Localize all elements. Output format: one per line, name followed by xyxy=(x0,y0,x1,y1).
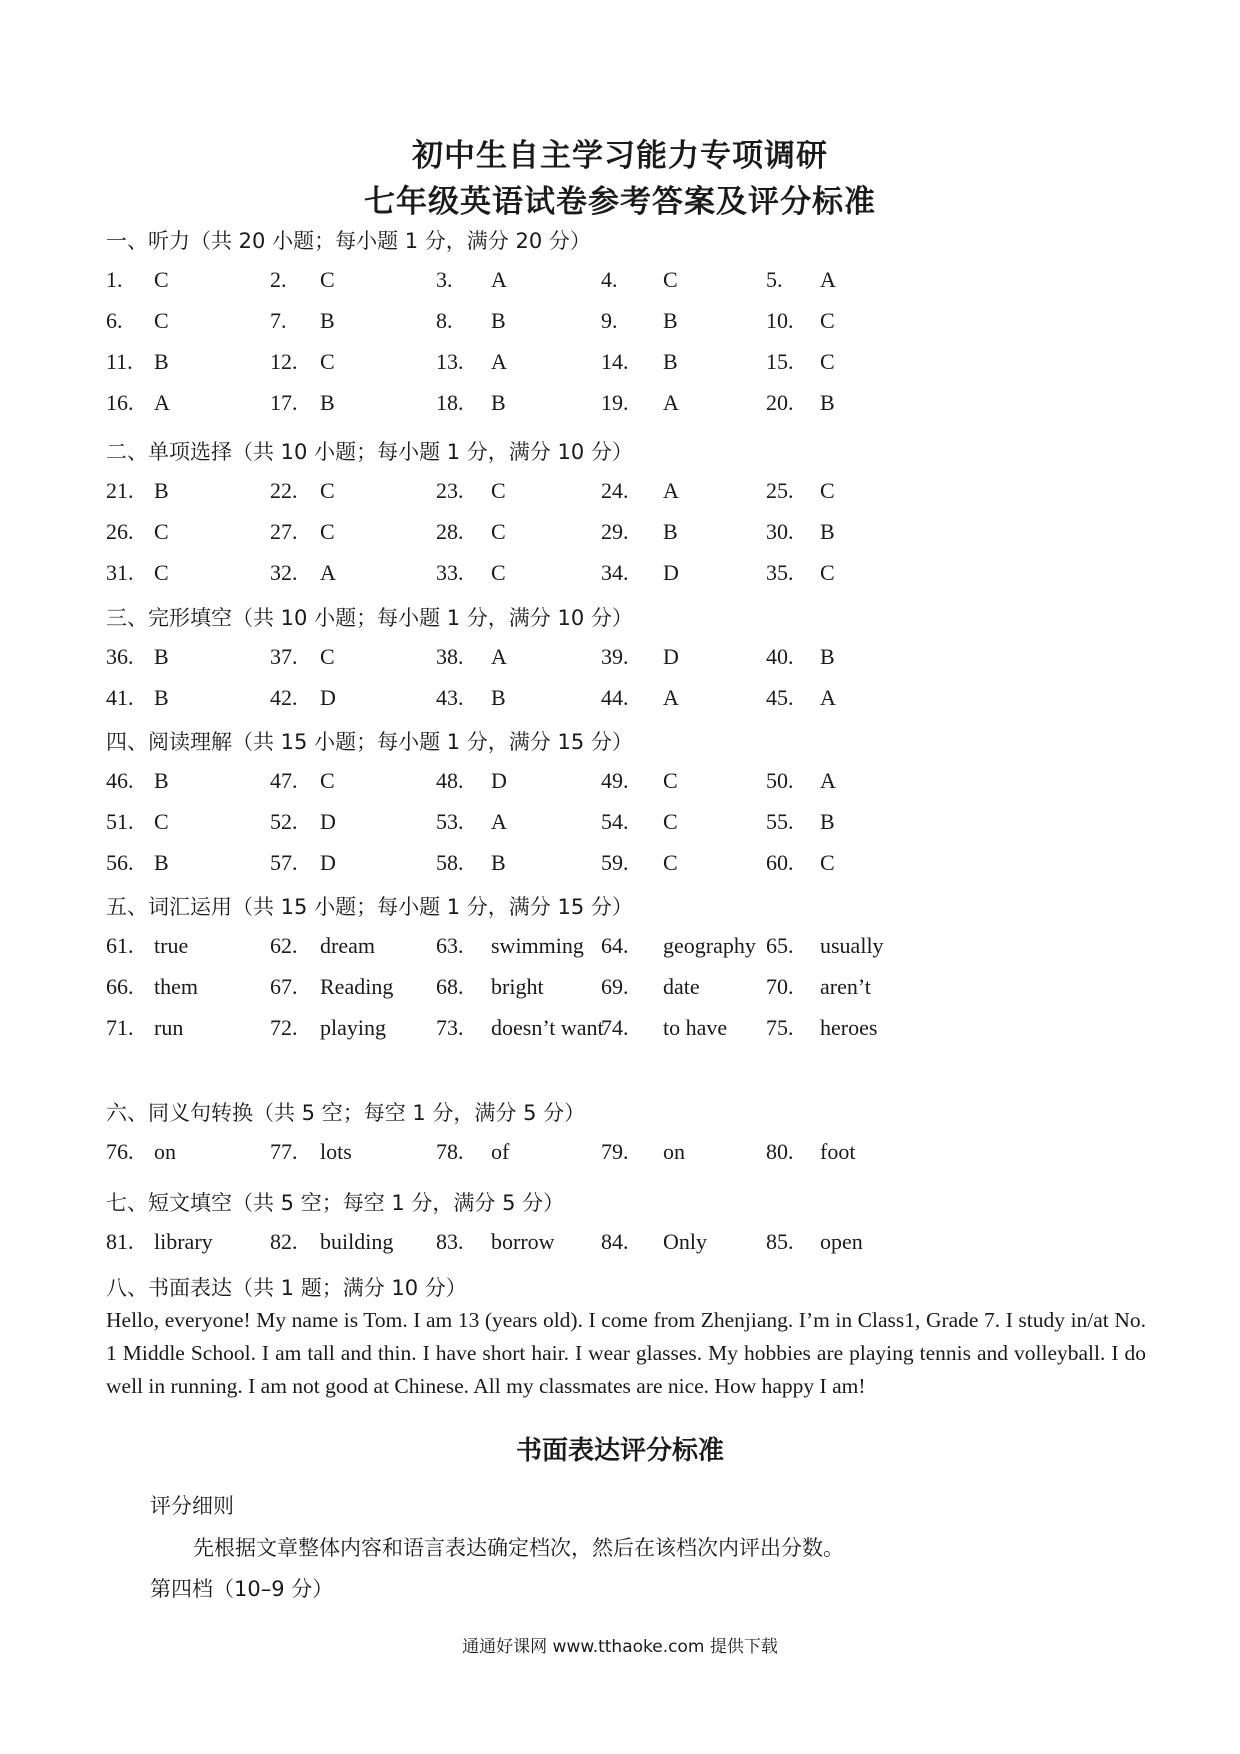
answer-value: D xyxy=(663,644,679,669)
answer-value: open xyxy=(820,1229,863,1254)
answer-value: B xyxy=(820,519,835,544)
question-number: 15. xyxy=(766,349,794,374)
answer-value: B xyxy=(154,768,169,793)
section-heading-writing: 八、书面表达（共 1 题；满分 10 分） xyxy=(106,1276,467,1300)
question-number: 42. xyxy=(270,685,298,710)
question-number: 19. xyxy=(601,390,629,415)
question-number: 27. xyxy=(270,519,298,544)
question-number: 59. xyxy=(601,850,629,875)
question-number: 41. xyxy=(106,685,134,710)
question-number: 12. xyxy=(270,349,298,374)
question-number: 47. xyxy=(270,768,298,793)
answer-value: library xyxy=(154,1229,213,1254)
question-number: 50. xyxy=(766,768,794,793)
question-number: 21. xyxy=(106,478,134,503)
answer-row xyxy=(0,519,1240,551)
question-number: 18. xyxy=(436,390,464,415)
question-number: 49. xyxy=(601,768,629,793)
question-number: 33. xyxy=(436,560,464,585)
answer-value: them xyxy=(154,974,198,999)
criteria-level-4: 第四档（10–9 分） xyxy=(150,1577,334,1601)
answer-row xyxy=(0,850,1240,882)
answer-value: B xyxy=(820,390,835,415)
answer-value: lots xyxy=(320,1139,352,1164)
question-number: 62. xyxy=(270,933,298,958)
answer-value: C xyxy=(820,308,835,333)
question-number: 20. xyxy=(766,390,794,415)
question-number: 70. xyxy=(766,974,794,999)
question-number: 75. xyxy=(766,1015,794,1040)
answer-value: playing xyxy=(320,1015,386,1040)
answer-value: borrow xyxy=(491,1229,555,1254)
answer-row xyxy=(0,560,1240,592)
answer-value: C xyxy=(491,478,506,503)
answer-value: on xyxy=(663,1139,685,1164)
question-number: 34. xyxy=(601,560,629,585)
question-number: 65. xyxy=(766,933,794,958)
answer-value: usually xyxy=(820,933,884,958)
answer-value: swimming xyxy=(491,933,584,958)
answer-row xyxy=(0,267,1240,299)
answer-value: C xyxy=(820,349,835,374)
answer-value: C xyxy=(320,267,335,292)
answer-value: on xyxy=(154,1139,176,1164)
question-number: 36. xyxy=(106,644,134,669)
question-number: 61. xyxy=(106,933,134,958)
question-number: 71. xyxy=(106,1015,134,1040)
question-number: 30. xyxy=(766,519,794,544)
section-heading: 二、单项选择（共 10 小题；每小题 1 分，满分 10 分） xyxy=(106,440,633,464)
answer-row xyxy=(0,974,1240,1006)
answer-row xyxy=(0,1015,1240,1047)
section-heading: 五、词汇运用（共 15 小题；每小题 1 分，满分 15 分） xyxy=(106,895,633,919)
question-number: 66. xyxy=(106,974,134,999)
question-number: 51. xyxy=(106,809,134,834)
answer-value: B xyxy=(154,685,169,710)
question-number: 78. xyxy=(436,1139,464,1164)
question-number: 73. xyxy=(436,1015,464,1040)
answer-value: A xyxy=(663,390,679,415)
question-number: 16. xyxy=(106,390,134,415)
question-number: 76. xyxy=(106,1139,134,1164)
answer-value: C xyxy=(320,349,335,374)
question-number: 38. xyxy=(436,644,464,669)
answer-row xyxy=(0,1229,1240,1261)
question-number: 57. xyxy=(270,850,298,875)
answer-value: B xyxy=(663,308,678,333)
answer-value: C xyxy=(491,519,506,544)
answer-value: of xyxy=(491,1139,510,1164)
answer-value: C xyxy=(491,560,506,585)
answer-value: B xyxy=(491,308,506,333)
answer-value: B xyxy=(320,390,335,415)
answer-value: A xyxy=(154,390,170,415)
question-number: 74. xyxy=(601,1015,629,1040)
answer-value: B xyxy=(491,685,506,710)
answer-value: C xyxy=(320,768,335,793)
question-number: 37. xyxy=(270,644,298,669)
section-heading: 一、听力（共 20 小题；每小题 1 分，满分 20 分） xyxy=(106,229,591,253)
question-number: 69. xyxy=(601,974,629,999)
answer-value: aren’t xyxy=(820,974,871,999)
model-essay: Hello, everyone! My name is Tom. I am 13 (years old). I come from Zhenjiang. I’m in Class1, Grade 7. I study in/at No. 1 Middle School. I am tall and thin. I have short hair. I wear glasses. My hobbies are playing tennis and volleyball. I do well in running. I am not good at Chinese. All my classmates are nice. How happy I am! xyxy=(106,1308,1146,1398)
answer-row xyxy=(0,644,1240,676)
question-number: 40. xyxy=(766,644,794,669)
answer-value: A xyxy=(491,644,507,669)
answer-value: C xyxy=(154,519,169,544)
question-number: 82. xyxy=(270,1229,298,1254)
question-number: 23. xyxy=(436,478,464,503)
question-number: 63. xyxy=(436,933,464,958)
question-number: 35. xyxy=(766,560,794,585)
section-heading: 六、同义句转换（共 5 空；每空 1 分，满分 5 分） xyxy=(106,1101,586,1125)
answer-value: A xyxy=(663,685,679,710)
answer-value: B xyxy=(154,850,169,875)
answer-value: true xyxy=(154,933,189,958)
question-number: 25. xyxy=(766,478,794,503)
answer-value: D xyxy=(320,685,336,710)
question-number: 5. xyxy=(766,267,783,292)
question-number: 53. xyxy=(436,809,464,834)
question-number: 3. xyxy=(436,267,453,292)
answer-value: A xyxy=(820,768,836,793)
question-number: 29. xyxy=(601,519,629,544)
answer-value: A xyxy=(491,267,507,292)
answer-value: to have xyxy=(663,1015,728,1040)
answer-value: C xyxy=(320,644,335,669)
question-number: 7. xyxy=(270,308,287,333)
answer-row xyxy=(0,685,1240,717)
answer-value: A xyxy=(491,809,507,834)
question-number: 44. xyxy=(601,685,629,710)
footer-credit: 通通好课网 www.tthaoke.com 提供下载 xyxy=(462,1637,778,1657)
answer-value: B xyxy=(491,850,506,875)
answer-value: foot xyxy=(820,1139,856,1164)
question-number: 72. xyxy=(270,1015,298,1040)
question-number: 4. xyxy=(601,267,618,292)
question-number: 32. xyxy=(270,560,298,585)
answer-value: C xyxy=(154,809,169,834)
question-number: 11. xyxy=(106,349,133,374)
question-number: 48. xyxy=(436,768,464,793)
answer-row xyxy=(0,478,1240,510)
question-number: 68. xyxy=(436,974,464,999)
question-number: 58. xyxy=(436,850,464,875)
answer-value: C xyxy=(320,478,335,503)
answer-value: bright xyxy=(491,974,544,999)
answer-value: C xyxy=(663,768,678,793)
answer-value: C xyxy=(154,308,169,333)
answer-value: D xyxy=(663,560,679,585)
question-number: 55. xyxy=(766,809,794,834)
answer-value: A xyxy=(663,478,679,503)
question-number: 28. xyxy=(436,519,464,544)
answer-row xyxy=(0,1139,1240,1171)
question-number: 79. xyxy=(601,1139,629,1164)
question-number: 45. xyxy=(766,685,794,710)
question-number: 13. xyxy=(436,349,464,374)
answer-value: C xyxy=(154,267,169,292)
criteria-instruction: 先根据文章整体内容和语言表达确定档次，然后在该档次内评出分数。 xyxy=(193,1536,844,1560)
answer-value: A xyxy=(320,560,336,585)
question-number: 14. xyxy=(601,349,629,374)
answer-value: D xyxy=(320,809,336,834)
answer-value: dream xyxy=(320,933,375,958)
section-heading: 四、阅读理解（共 15 小题；每小题 1 分，满分 15 分） xyxy=(106,730,633,754)
answer-value: date xyxy=(663,974,700,999)
question-number: 84. xyxy=(601,1229,629,1254)
question-number: 85. xyxy=(766,1229,794,1254)
answer-row xyxy=(0,933,1240,965)
question-number: 80. xyxy=(766,1139,794,1164)
answer-value: C xyxy=(320,519,335,544)
answer-value: A xyxy=(491,349,507,374)
answer-value: building xyxy=(320,1229,394,1254)
question-number: 22. xyxy=(270,478,298,503)
question-number: 54. xyxy=(601,809,629,834)
answer-row xyxy=(0,809,1240,841)
question-number: 8. xyxy=(436,308,453,333)
section-heading: 三、完形填空（共 10 小题；每小题 1 分，满分 10 分） xyxy=(106,606,633,630)
answer-value: C xyxy=(820,850,835,875)
question-number: 2. xyxy=(270,267,287,292)
question-number: 52. xyxy=(270,809,298,834)
answer-value: C xyxy=(820,478,835,503)
question-number: 17. xyxy=(270,390,298,415)
answer-value: B xyxy=(491,390,506,415)
question-number: 43. xyxy=(436,685,464,710)
question-number: 39. xyxy=(601,644,629,669)
answer-value: D xyxy=(491,768,507,793)
page-subtitle: 七年级英语试卷参考答案及评分标准 xyxy=(364,184,876,220)
answer-row xyxy=(0,390,1240,422)
page-title: 初中生自主学习能力专项调研 xyxy=(412,138,828,174)
question-number: 77. xyxy=(270,1139,298,1164)
answer-row xyxy=(0,349,1240,381)
answer-value: B xyxy=(663,349,678,374)
question-number: 56. xyxy=(106,850,134,875)
criteria-title: 书面表达评分标准 xyxy=(515,1436,724,1466)
question-number: 24. xyxy=(601,478,629,503)
question-number: 1. xyxy=(106,267,123,292)
question-number: 26. xyxy=(106,519,134,544)
answer-value: C xyxy=(154,560,169,585)
answer-value: geography xyxy=(663,933,756,958)
question-number: 83. xyxy=(436,1229,464,1254)
answer-value: C xyxy=(663,850,678,875)
answer-value: B xyxy=(154,349,169,374)
answer-value: A xyxy=(820,685,836,710)
question-number: 60. xyxy=(766,850,794,875)
question-number: 9. xyxy=(601,308,618,333)
question-number: 10. xyxy=(766,308,794,333)
question-number: 31. xyxy=(106,560,134,585)
answer-value: run xyxy=(154,1015,184,1040)
answer-value: B xyxy=(154,644,169,669)
question-number: 64. xyxy=(601,933,629,958)
question-number: 6. xyxy=(106,308,123,333)
answer-value: C xyxy=(820,560,835,585)
answer-value: Reading xyxy=(320,974,394,999)
answer-value: A xyxy=(820,267,836,292)
answer-value: C xyxy=(663,267,678,292)
answer-value: Only xyxy=(663,1229,707,1254)
answer-row xyxy=(0,308,1240,340)
criteria-subheading: 评分细则 xyxy=(150,1494,234,1518)
section-heading: 七、短文填空（共 5 空；每空 1 分，满分 5 分） xyxy=(106,1191,565,1215)
answer-value: B xyxy=(320,308,335,333)
answer-value: B xyxy=(820,644,835,669)
answer-value: C xyxy=(663,809,678,834)
question-number: 46. xyxy=(106,768,134,793)
question-number: 81. xyxy=(106,1229,134,1254)
answer-row xyxy=(0,768,1240,800)
answer-value: B xyxy=(663,519,678,544)
answer-value: heroes xyxy=(820,1015,878,1040)
answer-value: doesn’t want xyxy=(491,1015,604,1040)
answer-value: D xyxy=(320,850,336,875)
question-number: 67. xyxy=(270,974,298,999)
answer-value: B xyxy=(154,478,169,503)
answer-value: B xyxy=(820,809,835,834)
